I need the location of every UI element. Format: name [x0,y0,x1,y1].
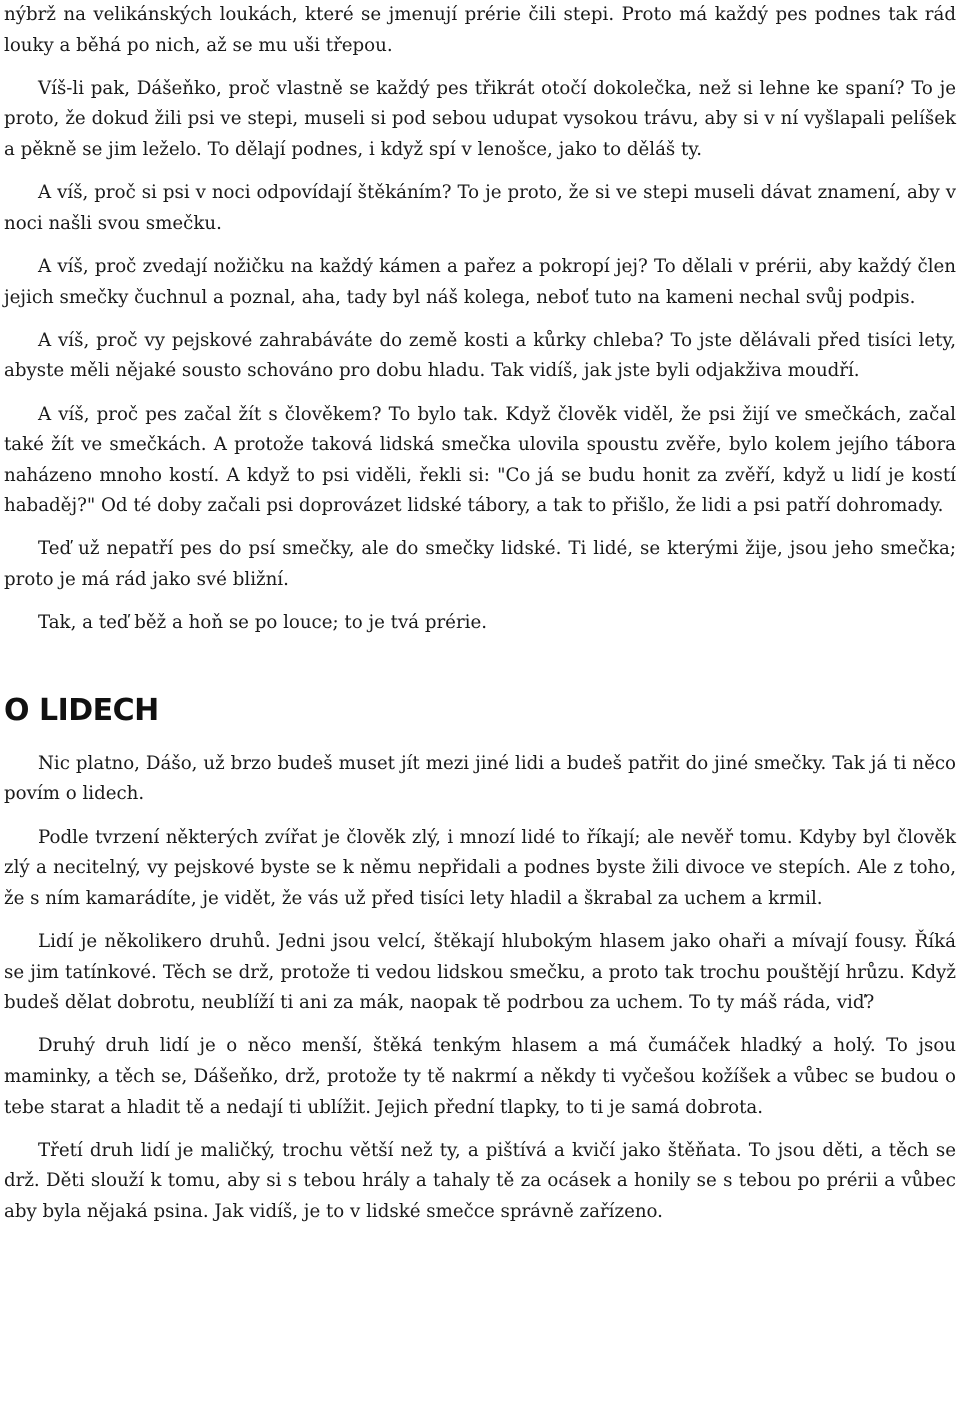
paragraph-continuation: nýbrž na velikánských loukách, které se jmenují prérie čili stepi. Proto má každý pes podnes tak rád louky a běhá po nich, až se mu uši třepou. [4,4,956,56]
paragraph-about-people-intro: Nic platno, Dášo, už brzo budeš muset jít mezi jiné lidi a budeš patřit do jiné smečky. Tak já ti něco povím o lidech. [4,752,956,805]
paragraph-children: Třetí druh lidí je maličký, trochu větší než ty, a pištívá a kvičí jako štěňata. To jsou děti, a těch se drž. Děti slouží k tomu, aby si s tebou hrály a tahaly tě za ocásek a honily se s tebou po prérii a vůbec aby byla nějaká psina. Jak vidíš, je to v lidské smečce správně zařízeno. [4,1139,956,1222]
paragraph-barking: A víš, proč si psi v noci odpovídají štěkáním? To je proto, že si ve stepi museli dávat znamení, aby v noci našli svou smečku. [4,182,956,234]
paragraph-living-with-humans: A víš, proč pes začal žít s člověkem? To bylo tak. Když člověk viděl, že psi žijí ve smečkách, začal také žít ve smečkách. A protože taková lidská smečka ulovila spoustu zvěře, bylo kolem jejího tábora naházeno mnoho kostí. A když to psi viděli, řekli si: "Co já se budu honit za zvěří, když u lidí je kostí habaděj?" Od té doby začali psi doprovázet lidské tábory, a tak to přišlo, že lidi a psi patří dohromady. [4,403,956,517]
section-heading: O LIDECH [4,692,159,728]
paragraph-turning-around: Víš-li pak, Dášeňko, proč vlastně se každý pes třikrát otočí dokolečka, než si lehne ke spaní? To je proto, že dokud žili psi ve stepi, museli si pod sebou udupat vysokou trávu, aby si v ní vyšlapali pelíšek a pěkně se jim leželo. To dělají podnes, i když spí v lenošce, jako to děláš ty. [4,77,956,160]
paragraph-fathers: Lidí je několikero druhů. Jedni jsou velcí, štěkají hlubokým hlasem jako ohaři a mívají fousy. Říká se jim tatínkové. Těch se drž, protože ti vedou lidskou smečku, a proto tak trochu pouštějí hrůzu. Když budeš dělat dobrotu, neublíží ti ani za mák, naopak tě podrbou za uchem. To ty máš ráda, viď? [4,931,956,1014]
document-page [4,0,956,1228]
paragraph-people-not-evil: Podle tvrzení některých zvířat je člověk zlý, i mnozí lidé to říkají; ale nevěř tomu. Kdyby byl člověk zlý a necitelný, vy pejskové byste se k němu nepřidali a podnes byste žili divoce ve stepích. Ale z toho, že s ním kamarádíte, je vidět, že vás už před tisíci lety hladil a škrabal za uchem a krmil. [4,826,956,909]
paragraph-mothers: Druhý druh lidí je o něco menší, štěká tenkým hlasem a má čumáček hladký a holý. To jsou maminky, a těch se, Dášeňko, drž, protože ty tě nakrmí a někdy ti vyčešou kožíšek a vůbec se budou o tebe starat a hladit tě a nedají ti ublížit. Jejich přední tlapky, to ti je samá dobrota. [4,1035,956,1118]
paragraph-marking: A víš, proč zvedají nožičku na každý kámen a pařez a pokropí jej? To dělali v prérii, aby každý člen jejich smečky čuchnul a poznal, aha, tady byl náš kolega, neboť tuto na kameni nechal svůj podpis. [4,255,956,308]
paragraph-go-play: Tak, a teď běž a hoň se po louce; to je tvá prérie. [38,612,487,634]
paragraph-human-pack: Teď už nepatří pes do psí smečky, ale do smečky lidské. Ti lidé, se kterými žije, jsou jeho smečka; proto je má rád jako své bližní. [4,538,956,591]
paragraph-burying: A víš, proč vy pejskové zahrabáváte do země kosti a kůrky chleba? To jste dělávali před tisíci lety, abyste měli nějaké sousto schováno pro dobu hladu. Tak vidíš, jak jste byli odjakživa moudří. [4,329,956,382]
